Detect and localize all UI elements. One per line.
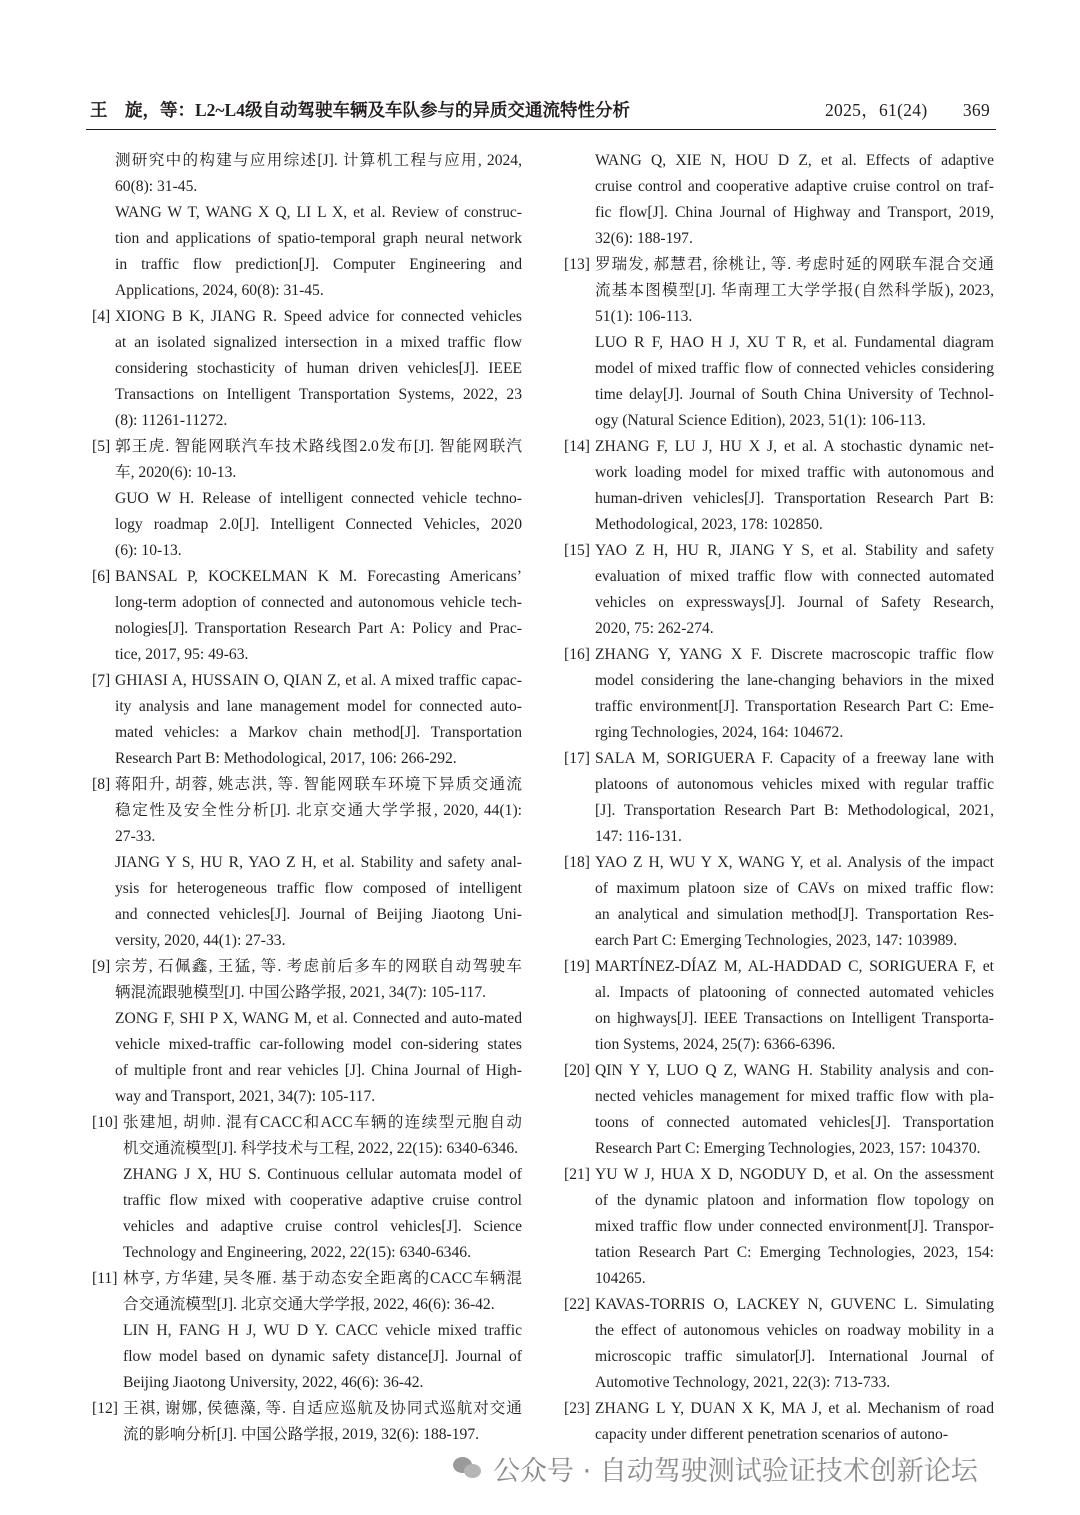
reference-entry — [92, 1266, 522, 1318]
reference-line: Research Part C: Emerging Technologies, 2023, 157: 104370. — [595, 1140, 981, 1157]
reference-text — [115, 434, 522, 486]
reference-line: way and Transport, 2021, 34(7): 105-117. — [115, 1088, 376, 1105]
reference-line: (6): 10-13. — [115, 542, 182, 559]
reference-line: vehicles and adaptive cruise control vehicles[J]. Science — [123, 1218, 522, 1235]
reference-line: earch Part C: Emerging Technologies, 2023, 147: 103989. — [595, 932, 958, 949]
reference-line: YAO Z H, WU Y X, WANG Y, et al. Analysis of the impact — [595, 854, 994, 871]
reference-line: LIN H, FANG H J, WU D Y. CACC vehicle mixed traffic — [123, 1322, 522, 1339]
reference-line: microscopic traffic simulator[J]. International Journal of — [595, 1348, 994, 1365]
reference-number: [5] — [92, 438, 111, 455]
reference-line: Beijing Jiaotong University, 2022, 46(6): 36-42. — [123, 1374, 424, 1391]
reference-number: [10] — [92, 1114, 118, 1131]
reference-line: 104265. — [595, 1270, 646, 1287]
reference-number: [15] — [564, 542, 590, 559]
reference-entry — [564, 850, 994, 954]
reference-entry — [92, 1162, 522, 1266]
reference-line: GHIASI A, HUSSAIN O, QIAN Z, et al. A mixed traffic capac- — [115, 672, 522, 689]
reference-text — [123, 1266, 522, 1318]
reference-text — [115, 1006, 522, 1110]
reference-number: [12] — [92, 1400, 118, 1417]
reference-line: MARTÍNEZ-DÍAZ M, AL-HADDAD C, SORIGUERA F, et — [595, 958, 994, 975]
reference-number: [22] — [564, 1296, 590, 1313]
reference-entry — [564, 538, 994, 642]
reference-text — [595, 1292, 994, 1396]
reference-entry — [92, 1318, 522, 1396]
reference-line: nected vehicles management for mixed traffic flow with pla- — [595, 1088, 994, 1105]
reference-line: ZHANG Y, YANG X F. Discrete macroscopic traffic flow — [595, 646, 994, 663]
header-rule — [86, 129, 996, 130]
reference-line: ZHANG J X, HU S. Continuous cellular automata model of — [123, 1166, 522, 1183]
reference-number: [6] — [92, 568, 111, 585]
reference-text — [115, 564, 522, 668]
reference-entry — [564, 954, 994, 1058]
reference-line: mixed traffic flow under connected environment[J]. Transpor- — [595, 1218, 994, 1235]
reference-line: 宗芳, 石佩鑫, 王猛, 等. 考虑前后多车的网联自动驾驶车 — [115, 958, 522, 975]
reference-line: traffic environment[J]. Transportation Research Part C: Eme- — [595, 698, 994, 715]
reference-line: 60(8): 31-45. — [115, 178, 198, 195]
reference-line: [J]. Transportation Research Part B: Methodological, 2021, — [595, 802, 994, 819]
right-column-references — [564, 148, 994, 1448]
reference-line: rging Technologies, 2024, 164: 104672. — [595, 724, 844, 741]
reference-entry — [92, 304, 522, 434]
reference-line: GUO W H. Release of intelligent connected vehicle techno- — [115, 490, 522, 507]
reference-text — [595, 538, 994, 642]
reference-line: BANSAL P, KOCKELMAN K M. Forecasting Americans’ — [115, 568, 522, 585]
reference-line: Transactions on Intelligent Transportation Systems, 2022, 23 — [115, 386, 522, 403]
reference-line: Methodological, 2023, 178: 102850. — [595, 516, 823, 533]
reference-line: model of mixed traffic flow of connected vehicles considering — [595, 360, 994, 377]
reference-number: [7] — [92, 672, 111, 689]
reference-entry — [92, 434, 522, 486]
reference-line: KAVAS-TORRIS O, LACKEY N, GUVENC L. Simulating — [595, 1296, 994, 1313]
reference-line: 辆混流跟驰模型[J]. 中国公路学报, 2021, 34(7): 105-117. — [115, 984, 487, 1001]
reference-entry — [92, 850, 522, 954]
reference-line: SALA M, SORIGUERA F. Capacity of a freeway lane with — [595, 750, 994, 767]
reference-text — [115, 200, 522, 304]
reference-text — [115, 486, 522, 564]
left-column-references — [92, 148, 522, 1448]
reference-text — [595, 1058, 994, 1162]
reference-number: [20] — [564, 1062, 590, 1079]
reference-line: fic flow[J]. China Journal of Highway and Transport, 2019, — [595, 204, 994, 221]
reference-entry — [92, 772, 522, 850]
reference-line: YU W J, HUA X D, NGODUY D, et al. On the assessment — [595, 1166, 994, 1183]
reference-number: [9] — [92, 958, 111, 975]
running-header — [90, 97, 990, 123]
reference-line: ogy (Natural Science Edition), 2023, 51(1): 106-113. — [595, 412, 926, 429]
reference-line: tion Systems, 2024, 25(7): 6366-6396. — [595, 1036, 836, 1053]
reference-line: mated vehicles: a Markov chain method[J]. Transportation — [115, 724, 522, 741]
reference-line: cruise control and cooperative adaptive cruise control on traf- — [595, 178, 994, 195]
watermark — [453, 1448, 978, 1488]
reference-line: nologies[J]. Transportation Research Part A: Policy and Prac- — [115, 620, 522, 637]
reference-number: [4] — [92, 308, 111, 325]
reference-entry — [564, 434, 994, 538]
watermark-text: 公众号 · 自动驾驶测试验证技术创新论坛 — [493, 1455, 978, 1487]
reference-line: vehicles on expressways[J]. Journal of Safety Research, — [595, 594, 994, 611]
reference-line: tion and applications of spatio-temporal graph neural network — [115, 230, 522, 247]
reference-line: 罗瑞发, 郝慧君, 徐桃让, 等. 考虑时延的网联车混合交通 — [595, 256, 994, 273]
reference-line: ZHANG L Y, DUAN X K, MA J, et al. Mechanism of road — [595, 1400, 994, 1417]
reference-text — [115, 954, 522, 1006]
reference-entry — [564, 1396, 994, 1448]
reference-entry — [92, 564, 522, 668]
reference-text — [595, 954, 994, 1058]
reference-text — [595, 746, 994, 850]
reference-text — [595, 148, 994, 252]
reference-line: 车, 2020(6): 10-13. — [115, 464, 237, 481]
reference-entry — [564, 252, 994, 330]
reference-line: 合交通流模型[J]. 北京交通大学学报, 2022, 46(6): 36-42. — [123, 1296, 495, 1313]
reference-line: 稳定性及安全性分析[J]. 北京交通大学学报, 2020, 44(1): — [115, 802, 522, 819]
reference-line: work loading model for mixed traffic with autonomous and — [595, 464, 994, 481]
reference-number: [13] — [564, 256, 590, 273]
reference-entry — [564, 1058, 994, 1162]
reference-line: al. Impacts of platooning of connected automated vehicles — [595, 984, 994, 1001]
reference-number: [21] — [564, 1166, 590, 1183]
reference-line: 林亨, 方华建, 吴冬雁. 基于动态安全距离的CACC车辆混 — [123, 1270, 522, 1287]
reference-line: 51(1): 106-113. — [595, 308, 693, 325]
reference-line: 27-33. — [115, 828, 156, 845]
reference-line: tice, 2017, 95: 49-63. — [115, 646, 249, 663]
reference-text — [595, 252, 994, 330]
reference-line: long-term adoption of connected and autonomous vehicle tech- — [115, 594, 522, 611]
reference-line: 流的影响分析[J]. 中国公路学报, 2019, 32(6): 188-197. — [123, 1426, 480, 1443]
reference-number: [17] — [564, 750, 590, 767]
reference-line: of multiple front and rear vehicles [J]. China Journal of High- — [115, 1062, 522, 1079]
reference-line: LUO R F, HAO H J, XU T R, et al. Fundamental diagram — [595, 334, 994, 351]
reference-line: tation Research Part C: Emerging Technologies, 2023, 154: — [595, 1244, 994, 1261]
reference-line: 郭王虎. 智能网联汽车技术路线图2.0发布[J]. 智能网联汽 — [115, 438, 522, 455]
reference-text — [595, 434, 994, 538]
reference-line: at an isolated signalized intersection in a mixed traffic flow — [115, 334, 522, 351]
reference-number: [11] — [92, 1270, 118, 1287]
reference-line: traffic flow mixed with cooperative adaptive cruise control — [123, 1192, 522, 1209]
reference-entry — [92, 668, 522, 772]
header-title: 王 旋，等：L2~L4级自动驾驶车辆及车队参与的异质交通流特性分析 — [90, 100, 630, 120]
reference-line: Applications, 2024, 60(8): 31-45. — [115, 282, 324, 299]
reference-text — [595, 850, 994, 954]
reference-text — [115, 148, 522, 200]
reference-text — [115, 304, 522, 434]
reference-text — [123, 1396, 522, 1448]
reference-line: flow model based on dynamic safety distance[J]. Journal of — [123, 1348, 522, 1365]
reference-line: on highways[J]. IEEE Transactions on Intelligent Transporta- — [595, 1010, 994, 1027]
reference-line: capacity under different penetration scenarios of autono- — [595, 1426, 949, 1443]
reference-text — [595, 1162, 994, 1292]
header-issue-page — [825, 97, 990, 122]
reference-entry — [564, 1162, 994, 1292]
reference-line: 王祺, 谢娜, 侯德藻, 等. 自适应巡航及协同式巡航对交通 — [123, 1400, 522, 1417]
reference-line: of the dynamic platoon and information flow topology on — [595, 1192, 994, 1209]
reference-entry — [92, 148, 522, 200]
reference-line: Technology and Engineering, 2022, 22(15): 6340-6346. — [123, 1244, 471, 1261]
reference-text — [595, 330, 994, 434]
reference-line: 蒋阳升, 胡蓉, 姚志洪, 等. 智能网联车环境下异质交通流 — [115, 776, 522, 793]
reference-entry — [92, 1110, 522, 1162]
reference-number: [23] — [564, 1400, 590, 1417]
reference-line: evaluation of mixed traffic flow with connected automated — [595, 568, 994, 585]
reference-line: 2020, 75: 262-274. — [595, 620, 714, 637]
reference-line: JIANG Y S, HU R, YAO Z H, et al. Stability and safety anal- — [115, 854, 522, 871]
reference-line: Automotive Technology, 2021, 22(3): 713-733. — [595, 1374, 891, 1391]
reference-line: the effect of autonomous vehicles on roadway mobility in a — [595, 1322, 994, 1339]
reference-number: [18] — [564, 854, 590, 871]
reference-line: ysis for heterogeneous traffic flow composed of intelligent — [115, 880, 522, 897]
reference-line: versity, 2020, 44(1): 27-33. — [115, 932, 286, 949]
wechat-icon — [453, 1455, 483, 1481]
reference-text — [595, 1396, 994, 1448]
reference-line: 张建旭, 胡帅. 混有CACC和ACC车辆的连续型元胞自动 — [123, 1114, 522, 1131]
reference-line: 机交通流模型[J]. 科学技术与工程, 2022, 22(15): 6340-6346. — [123, 1140, 519, 1157]
reference-line: toons of connected automated vehicles[J]. Transportation — [595, 1114, 994, 1131]
reference-line: model considering the lane-changing behaviors in the mixed — [595, 672, 994, 689]
reference-line: and connected vehicles[J]. Journal of Beijing Jiaotong Uni- — [115, 906, 522, 923]
reference-text — [123, 1110, 522, 1162]
reference-line: of maximum platoon size of CAVs on mixed traffic flow: — [595, 880, 994, 897]
reference-line: 147: 116-131. — [595, 828, 682, 845]
reference-entry — [92, 486, 522, 564]
reference-line: an analytical and simulation method[J]. Transportation Res- — [595, 906, 994, 923]
reference-text — [115, 850, 522, 954]
reference-line: 32(6): 188-197. — [595, 230, 693, 247]
reference-entry — [564, 746, 994, 850]
header-page-number: 369 — [962, 100, 990, 120]
reference-line: 流基本图模型[J]. 华南理工大学学报(自然科学版), 2023, — [595, 282, 994, 299]
reference-line: human-driven vehicles[J]. Transportation Research Part B: — [595, 490, 994, 507]
reference-line: QIN Y Y, LUO Q Z, WANG H. Stability analysis and con- — [595, 1062, 994, 1079]
reference-entry — [92, 200, 522, 304]
reference-entry — [92, 954, 522, 1006]
header-issue: 2025，61(24) — [825, 100, 928, 120]
reference-line: platoons of autonomous vehicles mixed with regular traffic — [595, 776, 994, 793]
reference-entry — [564, 1292, 994, 1396]
reference-line: XIONG B K, JIANG R. Speed advice for connected vehicles — [115, 308, 522, 325]
reference-line: WANG W T, WANG X Q, LI L X, et al. Review of construc- — [115, 204, 522, 221]
reference-entry — [92, 1006, 522, 1110]
reference-text — [595, 642, 994, 746]
reference-line: considering stochasticity of human driven vehicles[J]. IEEE — [115, 360, 522, 377]
reference-number: [8] — [92, 776, 111, 793]
reference-line: WANG Q, XIE N, HOU D Z, et al. Effects of adaptive — [595, 152, 994, 169]
reference-entry — [564, 642, 994, 746]
reference-line: Research Part B: Methodological, 2017, 106: 266-292. — [115, 750, 457, 767]
reference-text — [115, 772, 522, 850]
reference-line: 测研究中的构建与应用综述[J]. 计算机工程与应用, 2024, — [115, 152, 522, 169]
reference-number: [19] — [564, 958, 590, 975]
reference-line: YAO Z H, HU R, JIANG Y S, et al. Stability and safety — [595, 542, 994, 559]
reference-line: (8): 11261-11272. — [115, 412, 228, 429]
reference-text — [123, 1318, 522, 1396]
reference-line: ity analysis and lane management model for connected auto- — [115, 698, 522, 715]
reference-entry — [564, 148, 994, 252]
reference-number: [16] — [564, 646, 590, 663]
reference-line: ZHANG F, LU J, HU X J, et al. A stochastic dynamic net- — [595, 438, 994, 455]
reference-line: logy roadmap 2.0[J]. Intelligent Connected Vehicles, 2020 — [115, 516, 522, 533]
reference-line: in traffic flow prediction[J]. Computer Engineering and — [115, 256, 522, 273]
reference-text — [123, 1162, 522, 1266]
reference-entry — [564, 330, 994, 434]
reference-line: ZONG F, SHI P X, WANG M, et al. Connected and auto-mated — [115, 1010, 522, 1027]
reference-number: [14] — [564, 438, 590, 455]
reference-line: vehicle mixed-traffic car-following model con-sidering states — [115, 1036, 522, 1053]
reference-line: time delay[J]. Journal of South China University of Technol- — [595, 386, 994, 403]
reference-entry — [92, 1396, 522, 1448]
reference-text — [115, 668, 522, 772]
